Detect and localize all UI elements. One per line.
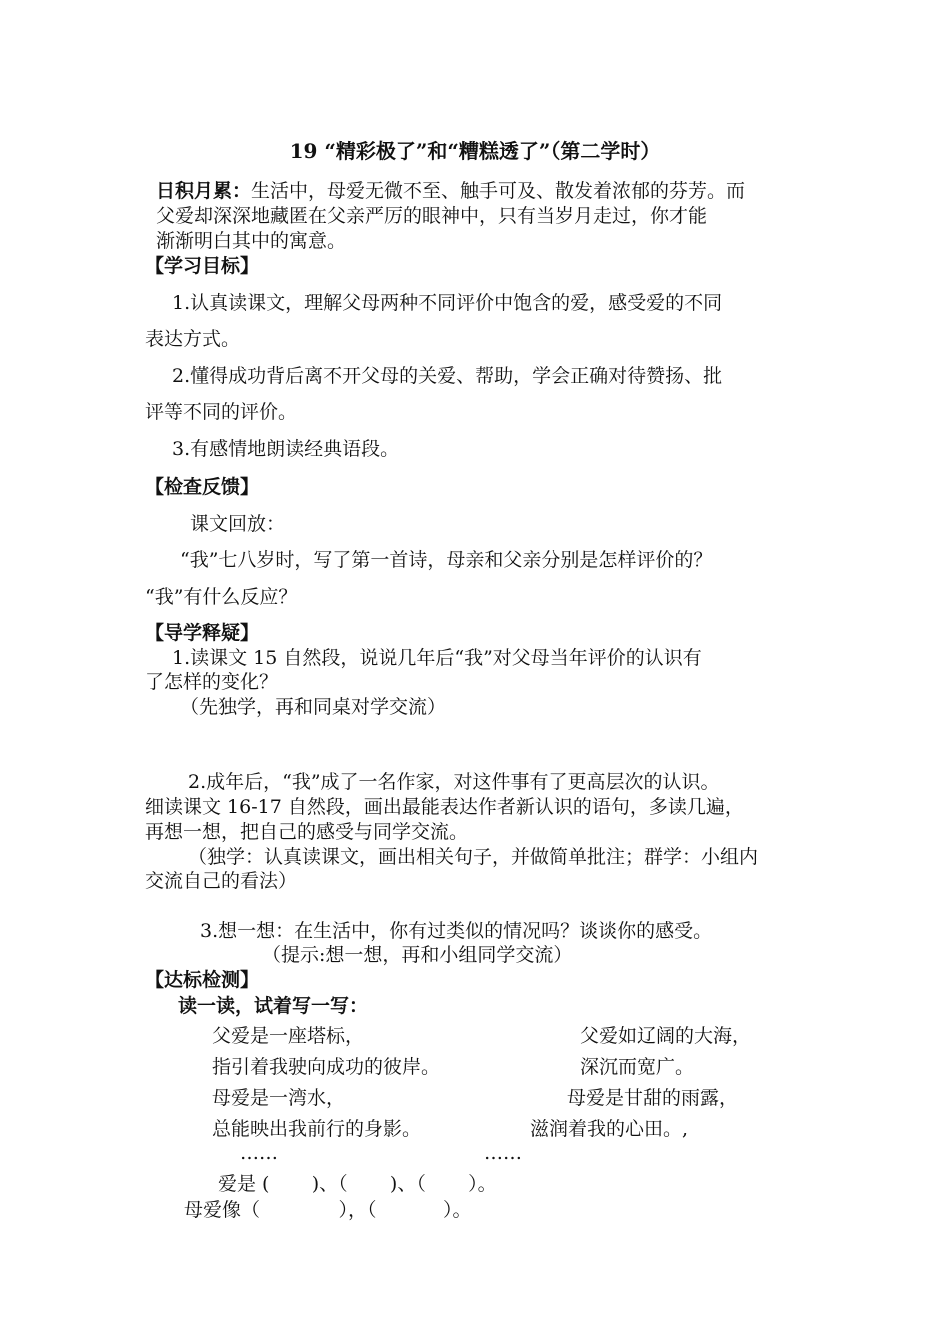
daily-line-3: 渐渐明白其中的寓意。 (156, 230, 347, 252)
test-heading: 【达标检测】 (145, 969, 260, 991)
check-heading: 【检查反馈】 (145, 476, 260, 498)
goal-1-line-1: 1.认真读课文，理解父母两种不同评价中饱含的爱，感受爱的不同 (172, 292, 723, 314)
daily-line-1: 生活中，母爱无微不至、触手可及、散发着浓郁的芬芳。而 (251, 180, 746, 202)
fill-blank-love: 爱是 ( )、（ )、（ ）。 (218, 1173, 497, 1195)
poem-left-line-3: 母爱是一湾水， (212, 1087, 346, 1109)
goals-heading: 【学习目标】 (145, 255, 260, 277)
task-2-note-line-2: 交流自己的看法） (145, 870, 298, 892)
poem-right-line-4: 滋润着我的心田。, (530, 1118, 689, 1140)
page-title: 19 “精彩极了”和“糟糕透了”（第二学时） (289, 139, 661, 163)
task-2-line-3: 再想一想，把自己的感受与同学交流。 (145, 821, 469, 843)
poem-right-line-2: 深沉而宽广。 (580, 1056, 695, 1078)
task-1-line-1: 1.读课文 15 自然段，说说几年后“我”对父母当年评价的认识有 (172, 647, 702, 669)
poem-right-line-1: 父爱如辽阔的大海， (580, 1025, 752, 1047)
goal-2-line-2: 评等不同的评价。 (145, 401, 298, 423)
task-2-line-2: 细读课文 16-17 自然段，画出最能表达作者新认识的语句，多读几遍， (145, 796, 744, 818)
check-question-line-1: “我”七八岁时，写了第一首诗，母亲和父亲分别是怎样评价的？ (180, 549, 713, 571)
goal-2-line-1: 2.懂得成功背后离不开父母的关爱、帮助，学会正确对待赞扬、批 (172, 365, 723, 387)
task-3-line-1: 3.想一想：在生活中，你有过类似的情况吗？谈谈你的感受。 (200, 920, 713, 942)
daily-line-2: 父爱却深深地藏匿在父亲严厉的眼神中，只有当岁月走过，你才能 (156, 205, 708, 227)
daily-label: 日积月累： (156, 180, 252, 202)
poem-left-line-1: 父爱是一座塔标， (212, 1025, 365, 1047)
task-1-line-2: 了怎样的变化？ (145, 671, 279, 693)
poem-left-ellipsis: …… (240, 1142, 278, 1164)
poem-right-ellipsis: …… (484, 1142, 522, 1164)
check-subheading: 课文回放： (190, 513, 286, 535)
task-3-note: （提示:想一想，再和小组同学交流） (262, 944, 573, 966)
goal-3: 3.有感情地朗读经典语段。 (172, 438, 400, 460)
fill-blank-mother-love: 母爱像（ ），（ ）。 (184, 1199, 472, 1221)
goal-1-line-2: 表达方式。 (145, 328, 241, 350)
task-2-line-1: 2.成年后，“我”成了一名作家，对这件事有了更高层次的认识。 (188, 771, 720, 793)
poem-right-line-3: 母爱是甘甜的雨露， (567, 1087, 739, 1109)
check-question-line-2: “我”有什么反应？ (145, 586, 298, 608)
poem-left-line-4: 总能映出我前行的身影。 (212, 1118, 422, 1140)
test-subheading: 读一读，试着写一写： (178, 995, 369, 1017)
task-2-note-line-1: （独学：认真读课文，画出相关句子，并做简单批注；群学：小组内 (188, 846, 759, 868)
poem-left-line-2: 指引着我驶向成功的彼岸。 (212, 1056, 441, 1078)
task-1-note: （先独学，再和同桌对学交流） (180, 696, 447, 718)
guide-heading: 【导学释疑】 (145, 622, 260, 644)
